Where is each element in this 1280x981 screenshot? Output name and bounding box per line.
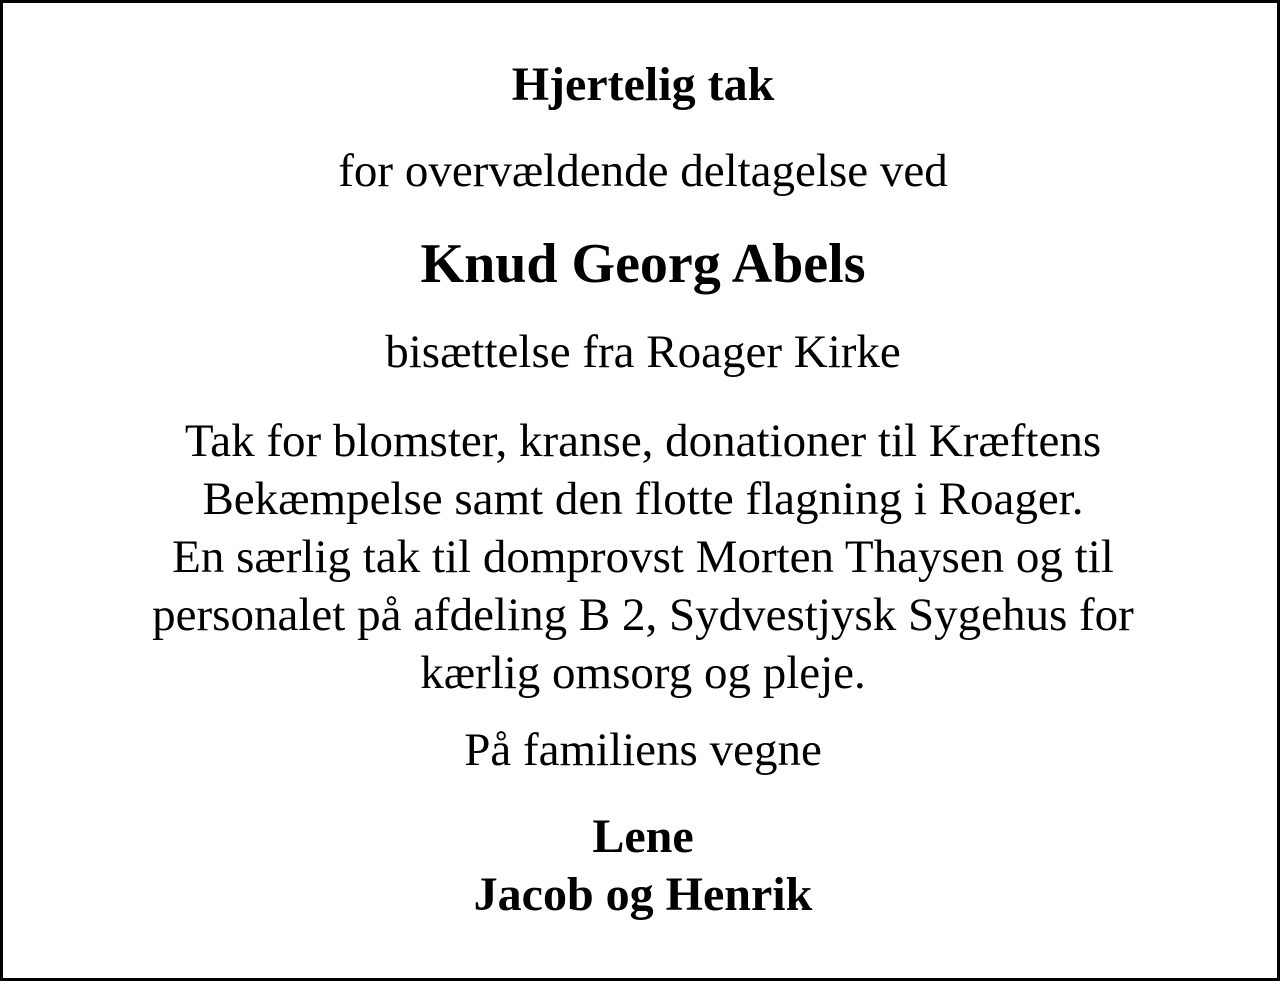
message-line: personalet på afdeling B 2, Sydvestjysk Sygehus for	[152, 589, 1134, 641]
message-line: En særlig tak til domprovst Morten Thaysen og til	[172, 531, 1114, 583]
message-line: Bekæmpelse samt den flotte flagning i Roager.	[202, 473, 1084, 525]
message-line: kærlig omsorg og pleje.	[420, 647, 866, 699]
closing-text: På familiens vegne	[464, 724, 822, 776]
thank-you-message	[3, 412, 1280, 702]
signatures	[3, 808, 1280, 924]
intro-text: for overvældende deltagelse ved	[338, 145, 948, 197]
signature-line: Jacob og Henrik	[473, 868, 813, 921]
ceremony-text: bisættelse fra Roager Kirke	[385, 326, 901, 378]
deceased-name: Knud Georg Abels	[420, 233, 866, 295]
signature-line: Lene	[592, 810, 694, 863]
notice-heading: Hjertelig tak	[511, 58, 775, 111]
message-line: Tak for blomster, kranse, donationer til Kræftens	[184, 415, 1102, 467]
